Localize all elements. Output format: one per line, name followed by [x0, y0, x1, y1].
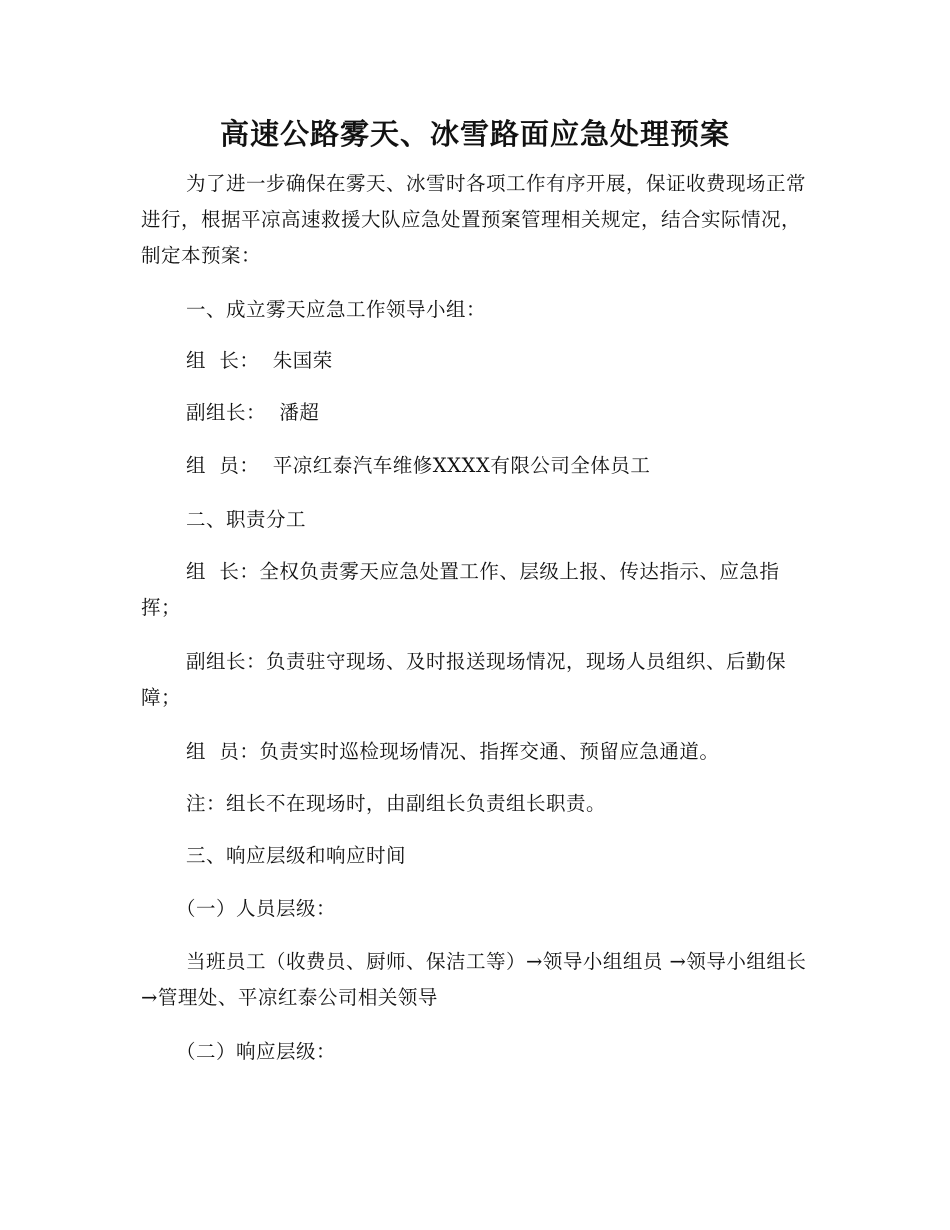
paragraph-section-3-heading: 三、响应层级和响应时间: [186, 844, 407, 867]
paragraph-personnel-chain: 当班员工（收费员、厨师、保洁工等）→领导小组组员 →领导小组组长→管理处、平凉红泰公司相关领导: [141, 950, 807, 1009]
paragraph-section-2-heading: 二、职责分工: [186, 508, 307, 531]
paragraph-member-duty: 组 员：负责实时巡检现场情况、指挥交通、预留应急通道。: [186, 740, 720, 763]
paragraph-intro: 为了进一步确保在雾天、冰雪时各项工作有序开展，保证收费现场正常进行，根据平凉高速救援大队应急处置预案管理相关规定，结合实际情况，制定本预案：: [141, 172, 807, 267]
paragraph-response-level-heading: （二）响应层级：: [176, 1040, 337, 1063]
paragraph-note: 注：组长不在现场时，由副组长负责组长职责。: [186, 792, 607, 815]
paragraph-personnel-level-heading: （一）人员层级：: [176, 897, 337, 920]
document-title: 高速公路雾天、冰雪路面应急处理预案: [219, 117, 730, 151]
paragraph-members: 组 员： 平凉红泰汽车维修XXXX有限公司全体员工: [186, 454, 651, 477]
paragraph-section-1-heading: 一、成立雾天应急工作领导小组：: [186, 298, 487, 321]
paragraph-deputy-duty: 副组长：负责驻守现场、及时报送现场情况，现场人员组织、后勤保障；: [141, 650, 787, 709]
paragraph-deputy-leader: 副组长： 潘超: [186, 401, 320, 424]
paragraph-leader: 组 长： 朱国荣: [186, 349, 333, 372]
paragraph-leader-duty: 组 长：全权负责雾天应急处置工作、层级上报、传达指示、应急指挥；: [141, 560, 780, 619]
